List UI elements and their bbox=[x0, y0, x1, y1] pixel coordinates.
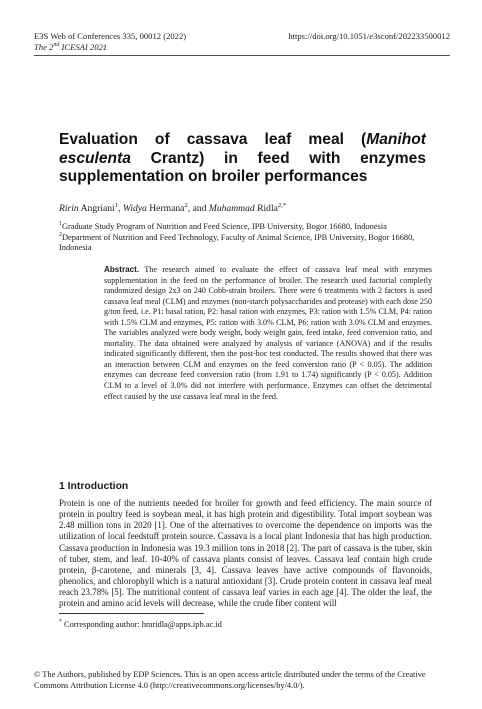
introduction-paragraph: Protein is one of the nutrients needed for broiler for growth and feed efficiency. The main source of protein in poultry feed is soybean meal, it has high protein and digestibility. Total import soybean was 2.48 million tons in 2020 [1]. One of the alternatives to overcome the dependence on imports was the utilization of local feedstuff protein source. Cassava is a local plant Indonesia that has high production. Cassava production in Indonesia was 19.3 million tons in 2018 [2]. The part of cassava is the tuber, skin of tuber, stem, and leaf. 10-40% of cassava plants consist of leaves. Cassava leaf contain high crude protein, β-carotene, and minerals [3, 4]. Cassava leaves have active compounds of flavonoids, phenolics, and chlorophyll which is a natural antioxidant [3]. Crude protein content in cassava leaf meal reach 23.78% [5]. The nutritional content of cassava leaf varies in each age [4]. The older the leaf, the protein and amino acid levels will decrease, while the crude fiber content will bbox=[59, 498, 432, 609]
journal-citation: E3S Web of Conferences 335, 00012 (2022) bbox=[34, 31, 187, 41]
affiliation-2: $^2$Department of Nutrition and Feed Technology, Faculty of Animal Science, IPB University, Bogor 16680, Indonesia bbox=[59, 231, 415, 253]
header-divider bbox=[34, 55, 450, 56]
corresponding-author-footnote: * Corresponding author: hmridla@apps.ipb.ac.id bbox=[59, 619, 222, 629]
affiliations bbox=[59, 222, 431, 254]
conference-name: The 2nd ICESAI 2021 bbox=[34, 42, 108, 52]
footnote-divider bbox=[59, 613, 204, 614]
abstract bbox=[104, 265, 432, 402]
license-notice: © The Authors, published by EDP Sciences. This is an open access article distributed under the terms of the Creative Commons Attribution License 4.0 (http://creativecommons.org/licenses/by/4.0/). bbox=[34, 670, 426, 690]
author-list: Ririn Angriani$^1$, Widya Hermana$^2$, and Muhammad Ridla$^{2,*}$ bbox=[59, 201, 287, 214]
section-heading-introduction: 1 Introduction bbox=[59, 481, 129, 492]
abstract-text: The research aimed to evaluate the effect of cassava leaf meal with enzymes supplementation in the feed on the performance of broiler. The research used factorial completly randomized design 2x3 on 240 Cobb-strain broilers. There were 6 treatments with 2 factors is used cassava leaf meal (CLM) and enzymes (non-starch polysaccharides and protease) with each dose 250 g/ton feed, i.e. P1: basal ration, P2: basal ration with enzymes, P3: ration with 1.5% CLM, P4: ration with 1.5% CLM and enzymes, P5: ration with 3.0% CLM, P6: ration with 3.0% CLM and enzymes. The variables analyzed were body weight, body weight gain, feed intake, feed conversion ratio, and mortality. The data obtained were analyzed by analysis of variance (ANOVA) and if the results indicated significantly different, then the post-hoc test conducted. The results showed that there was an interaction between CLM and enzymes on the feed conversion ratio (P < 0.05). The addition enzymes can decrease feed conversion ratio (from 1.91 to 1.74) significantly (P < 0.05). Addition CLM to a level of 3.0% did not interfere with performance. Enzymes can offset the detrimental effect caused by the use cassava leaf meal in the feed. bbox=[104, 265, 432, 401]
doi-link[interactable]: https://doi.org/10.1051/e3sconf/202233500012 bbox=[288, 31, 450, 41]
abstract-label: Abstract. bbox=[104, 265, 140, 274]
affiliation-1: $^1$Graduate Study Program of Nutrition and Feed Science, IPB University, Bogor 16680, Indonesia bbox=[59, 221, 387, 231]
paper-title: Evaluation of cassava leaf meal (Manihot esculenta Crantz) in feed with enzymes supplementation on broiler performances bbox=[59, 131, 426, 185]
